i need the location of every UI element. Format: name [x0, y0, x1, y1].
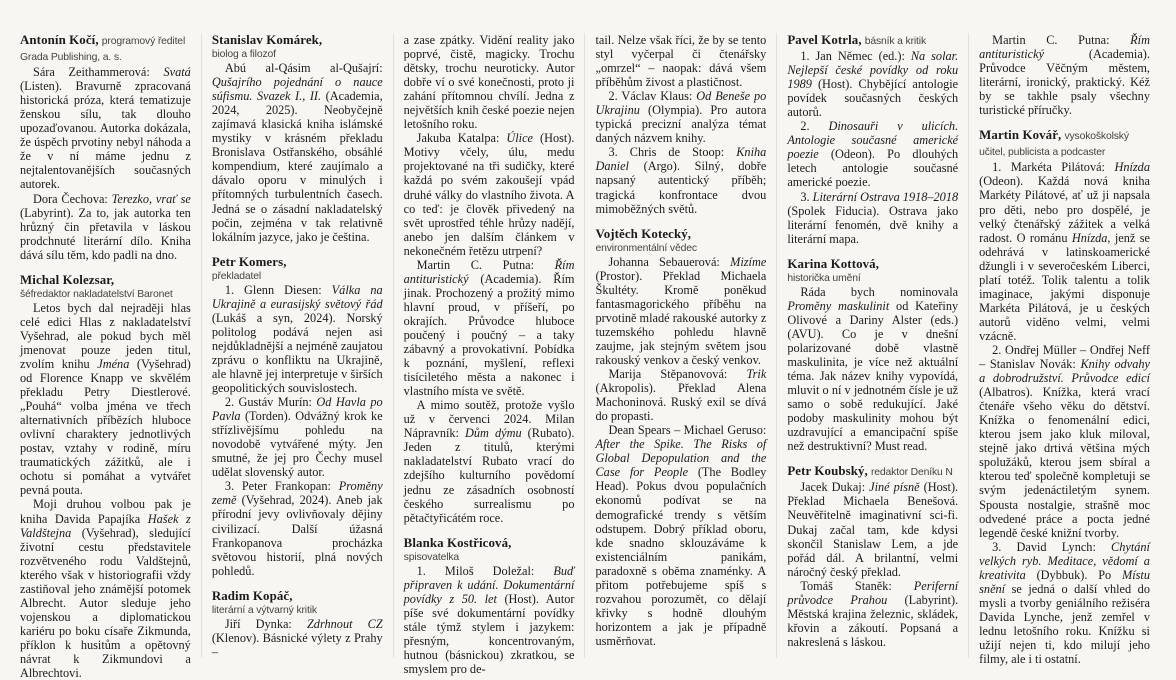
book-title: Od Beneše po Ukrajinu	[595, 89, 767, 118]
contributor-name: Michal Kolezsar,	[20, 272, 115, 287]
book-title: Kniha Daniel	[595, 145, 767, 174]
contributor-heading	[212, 255, 383, 283]
paragraph	[595, 367, 766, 423]
text-run: Jakuba Katalpa:	[416, 131, 507, 146]
book-title: Mizíme	[730, 254, 767, 269]
paragraph	[787, 579, 958, 649]
text-run: 1. Miloš Doležal:	[416, 563, 554, 578]
text-run: Moji druhou volbou pak je kniha Davida Papajíka	[20, 497, 191, 526]
book-title: Proměny maskulinit	[787, 298, 890, 313]
column-1	[20, 33, 201, 680]
contributor-heading	[787, 257, 958, 285]
contributor-role: literární a výtvarný kritik	[211, 604, 317, 616]
paragraph	[20, 497, 191, 680]
paragraph	[787, 480, 958, 578]
book-title: Od Havla po Pavla	[211, 395, 383, 424]
paragraph	[20, 192, 191, 262]
book-title: Hašek z Valdštejna	[20, 511, 191, 540]
text-run: (Host). Chybějící antologie povídek současných českých autorů.	[787, 77, 959, 120]
paragraph	[212, 617, 383, 659]
paragraph	[404, 258, 575, 398]
text-run: (Odeon). Každá nová kniha Markéty Pilátové, ať už ji napsala pro děti, nebo pro dospělé, je velký čtenářský zážitek a velká radost. O románu	[979, 174, 1150, 245]
contributor-name: Stanislav Komárek,	[211, 33, 323, 47]
text-run: (Academia). Řím jinak. Prochozený a prožitý mimo hlavní proud, v příšeří, po okrajích. Průvodce hluboce poučený i poučný – a taky zábavný a provokativní. Pobídka k poznání, myšlení, reflexi tisíciletého města a nakonec i vlastního místa ve světě.	[403, 271, 575, 399]
text-run: tail. Nelze však říci, že by se tento styl vyčerpal či čtenářsky „omrzel“ – naopak: dává všem příběhům živost a plastičnost.	[595, 33, 767, 90]
book-title: Řím antituristický	[403, 257, 575, 286]
text-run: Dora Čechova:	[33, 191, 112, 206]
paragraph	[595, 423, 766, 648]
contributor-name: Antonín Kočí,	[20, 33, 99, 47]
text-run: Jacek Dukaj:	[800, 480, 870, 495]
paragraph	[595, 145, 766, 215]
text-run: 2. Gustáv Murín:	[224, 395, 317, 410]
contributor-name: Karina Kottová,	[787, 256, 880, 271]
contributor-heading	[212, 33, 383, 61]
paragraph	[404, 398, 575, 524]
contributor-name: Pavel Kotrla,	[787, 33, 862, 47]
text-run: A mimo soutěž, protože vyšlo už v červenci 2024. Milan Nápravník:	[403, 398, 575, 441]
contributor-heading	[404, 536, 575, 564]
text-run: (Academia, 2024, 2025). Neobyčejně zajímavá klasická kniha islámské mystiky v krásném překladu Bronislava Ostřanského, obsáhlé kompendium, které zaujímalo a dávalo oporu v minulých i přítomných turbulentních časech. Jedná se o zásadní nakladatelský počin, zejména v tak relativně lokálním jazyce, jako je čeština.	[211, 89, 383, 244]
text-run: (Klenov). Básnické výlety z Prahy –	[211, 630, 383, 659]
paragraph	[404, 564, 575, 676]
contributor-heading	[20, 33, 191, 65]
book-title: Buď připraven k udání. Dokumentární povídky z 50. let	[403, 563, 575, 606]
contributor-heading	[595, 227, 766, 255]
paragraph	[20, 301, 191, 498]
text-run: Sára Zeithammerová:	[33, 65, 164, 80]
paragraph	[787, 49, 958, 119]
text-run: Abú al-Qásim al-Qušajrí:	[224, 61, 383, 76]
book-title: Jména	[97, 356, 130, 371]
paragraph	[787, 190, 958, 246]
contributor-name: Martin Kovář,	[979, 128, 1062, 143]
book-title: Knihy odvahy a dobrodružství. Průvodce edicí	[979, 357, 1150, 386]
column-5	[776, 33, 968, 658]
book-title: Válka na Ukrajině a eurasijský světový řád	[211, 282, 383, 311]
book-title: Řím antituristický	[979, 33, 1150, 62]
paragraph	[212, 479, 383, 577]
column-4	[584, 33, 776, 658]
text-run: 1. Markéta Pilátová:	[992, 160, 1115, 175]
text-run: (Host). Překlad Michaela Benešová. Neuvěřitelně imaginativní sci-fi. Dukaj začal tam, kde kdysi skončil Stanislaw Lem, a jde pořád dál. A brilantní, velmi náročný český překlad.	[787, 480, 959, 579]
text-run: Ráda bych nominovala	[800, 284, 959, 299]
text-run: 3. Chris de Stoop:	[608, 145, 737, 160]
contributor-heading	[979, 128, 1150, 160]
text-run: (Olympia). Pro autora typická precizní analýza témat daných názvem knihy.	[595, 103, 767, 146]
text-run: (Vyšehrad) od Florence Knapp ve skvělém překladu Petry Diestlerové. „Pouhá“ volba jména ve třech alternativních příbězích hluboce ovlivní charaktery jednotlivých postav, vztahy v rodině, míru traumatických zážitků, ale i ochotu si pomáhat a vytvářet pevná pouta.	[20, 356, 191, 498]
text-run: 3. Peter Frankopan:	[224, 479, 339, 494]
column-6	[968, 33, 1150, 667]
contributor-name: Blanka Kostřicová,	[403, 535, 512, 550]
text-run: (The Bodley Head). Pokus dvou populačních ekonomů podívat se na demografické trendy s větším odstupem. Dobrý příklad oboru, kde snadno sklouzáváme k existenciálním panikám, paradoxně s oběma znaménky. A přitom potřebujeme spíš s rozvahou porozumět, co dělají křivky s hodně dlouhým horizontem a jak je případně usměrňovat.	[595, 465, 767, 648]
contributor-heading	[787, 33, 958, 49]
book-title: Místu snění	[979, 567, 1150, 596]
text-run: (Rubato). Jeden z titulů, kterými nakladatelství Rubato vrací do zdejšího kulturního povědomí jednu ze zásadních osobností českého surrealismu po pětačtyřicátém roce.	[403, 426, 575, 525]
book-title: Terezko, vrať se	[111, 191, 191, 206]
text-run: (Torden). Odvážný krok ke střízlivějšímu pohledu na novodobě vytvářené mýty. Jen smutné, že jej pro Čechy musel udělat slovenský autor.	[211, 409, 383, 480]
contributor-name: Petr Koubský,	[787, 464, 868, 479]
text-run: (Spolek Fiducia). Ostrava jako literární fenomén, dvě knihy a literární mapa.	[787, 203, 959, 246]
paragraph	[212, 61, 383, 244]
paragraph	[787, 285, 958, 454]
book-title: Dům dýmu	[465, 426, 522, 441]
book-title: Trik	[746, 367, 767, 382]
book-title: Dinosauři v ulicích. Antologie současné americké poezie	[787, 119, 959, 162]
text-run: 2. Václav Klaus:	[608, 89, 697, 104]
paragraph	[212, 395, 383, 479]
text-run: , jenž se odehrává v latinskoamerické džungli i v severočeském Liberci, platí totéž. Tolik talentu a tolik imaginace, jakými disponuje Markéta Pilátová, je u českých autorů viděno velmi, velmi vzácně.	[979, 230, 1150, 343]
contributor-role: environmentální vědec	[595, 242, 697, 254]
text-run: a zase zpátky. Vidění reality jako poprvé, čistě, magicky. Trochu dětsky, trochu neuroticky. Autor dobře ví o své konečnosti, proto ji zahání přítomnou chvílí. Jedna z největších knih české poezie nejen letošního roku.	[403, 33, 575, 132]
column-3	[393, 33, 585, 677]
contributor-role: básník a kritik	[864, 36, 926, 47]
text-run: (Host). Autor píše své dokumentární povídky stále týmž stylem i jazykem: přesným, koncentrovaným, hutnou (básnickou) zkratkou, se smyslem pro de-	[403, 591, 575, 677]
paragraph	[787, 119, 958, 189]
book-title: Proměny země	[211, 479, 383, 508]
text-run: 1. Glenn Diesen:	[224, 282, 332, 297]
text-run: Dean Spears – Michael Geruso:	[608, 423, 767, 438]
text-run: 3. David Lynch:	[992, 539, 1112, 554]
book-title: Periferní průvodce Prahou	[787, 578, 959, 607]
text-run: 2. Ondřej Müller – Ondřej Neff – Stanislav Novák:	[979, 342, 1150, 372]
book-title: Hnízda	[1071, 230, 1108, 245]
book-title: After the Spike. The Risks of Global Depopulation and the Case for People	[595, 437, 767, 480]
text-run: Tomáš Staněk:	[800, 578, 914, 593]
paragraph	[20, 65, 191, 191]
paragraph	[979, 33, 1150, 117]
contributor-role: historička umění	[787, 272, 861, 284]
contributor-heading	[20, 273, 191, 301]
contributor-heading	[212, 589, 383, 617]
text-run: Letos bych dal nejraději hlas celé edici Hlas z nakladatelství Vyšehrad, ale pokud bych měl jmenovat pouze jeden titul, zvolím knihu	[20, 300, 191, 371]
text-run: (Albatros). Knížka, která vrací čtenáře všeho věku do dětství. Knížka o fenomenální edici, kterou jsem jako kluk miloval, stejně jako drtivá většina mých spolužáků, kterou jsem sbíral a kterou teď společně kompletuji se svým jedenáctiletým synem. Spousta nostalgie, strašně moc odvedené práce a pocta jedné legendě české knižní tvorby.	[979, 385, 1150, 540]
contributor-role: biolog a filozof	[211, 49, 276, 61]
contributor-name: Petr Komers,	[211, 254, 287, 269]
book-title: Jiné písně	[869, 480, 920, 495]
text-run: 2.	[800, 119, 829, 134]
paragraph	[404, 33, 575, 131]
text-run: Marija Stěpanovová:	[608, 367, 747, 382]
text-run: (Labyrint). Městská krajina železnic, skládek, křovin a zákoutí. Popsaná a nakreslená s láskou.	[787, 592, 959, 649]
text-run: (Argo). Silný, dobře napsaný autentický příběh; tragická konfrontace dvou mimoběžných světů.	[595, 159, 767, 216]
column-2	[201, 33, 393, 658]
text-run: od Kateřiny Olivové a Dariny Alster (eds.) (AVU). Co je v dnešní polarizované době vlastně maskulinita, je více než aktuální téma. Jak název knihy vypovídá, mluvit o ní v jednotném čísle je už samo o sobě redukující. Jaké podoby maskulinity mohou být uzdravující a emancipační spíše než destruktivní? Must read.	[787, 298, 959, 454]
text-run: (Prostor). Překlad Michaela Škultéty. Kromě poněkud fantasmagorického příběhu na prvotině mladé rakouské autorky z tuzemského pohledu hlavně zaujme, jak stejným světem jsou rakouský venkov a český venkov.	[595, 268, 767, 367]
text-run: se jedná o další vhled do mysli a tvorby geniálního režiséra Davida Lynche, jenž zemřel v lednu letošního roku. Knížku si užijí nejen ti, kdo milují jeho filmy, ale i ti ostatní.	[979, 581, 1150, 667]
contributor-name: Radim Kopáč,	[211, 588, 293, 603]
contributor-role: vysokoškolský učitel, publicista a podcaster	[979, 131, 1129, 159]
paragraph	[595, 89, 766, 145]
book-title: Chytání velkých ryb. Meditace, vědomí a kreativita	[979, 539, 1150, 582]
paragraph	[595, 255, 766, 367]
contributor-heading	[787, 464, 958, 480]
text-run: (Host). Motivy včely, úlu, medu projektované na tři sudičky, které každá po svém zakoušejí vpád druhé války do vlastního života. A co teď: je člověk přivedený na svět uprostřed téhle hrůzy nadějí, anebo jen dalším článkem v nekonečném řetězu utrpení?	[403, 131, 575, 258]
book-title: Svatá	[163, 65, 191, 80]
book-title: Na solar. Nejlepší české povídky od roku 1989	[787, 49, 959, 92]
text-run: Martin C. Putna:	[992, 33, 1131, 47]
paragraph	[404, 131, 575, 257]
book-title: Hnízda	[1114, 160, 1150, 175]
contributor-role: spisovatelka	[403, 551, 460, 563]
paragraph	[979, 160, 1150, 343]
text-run: (Vyšehrad), sledující životní cestu představitele rozvětveného rodu Valdštejnů, kterého však v historiografii vždy zastiňoval jeho známější potomek Albrecht. Autor sleduje jeho vojenskou a diplomatickou kariéru po boku císaře Zikmunda, příklon k husitům a opětovný návrat k Zikmundovi a Albrechtovi.	[20, 525, 191, 680]
book-title: Zdrhnout CZ	[306, 616, 383, 631]
text-run: Martin C. Putna:	[416, 257, 555, 272]
paragraph	[595, 33, 766, 89]
contributor-role: redaktor Deníku N	[870, 467, 953, 479]
contributor-role: programový ředitel Grada Publishing, a. s.	[20, 36, 186, 64]
paragraph	[979, 343, 1150, 540]
text-run: (Akropolis). Překlad Alena Machoninová. Ruský exil se dívá do propasti.	[595, 381, 767, 424]
text-run: (Vyšehrad, 2024). Aneb jak přírodní jevy ovlivňovaly dějiny civilizací. Další úžasná Frankopanova procházka světovou historií, plná nových pohledů.	[211, 493, 383, 578]
text-run: (Academia). Průvodce Věčným městem, literární, ironický, praktický. Kéž by se takhle psaly všechny turistické příručky.	[979, 47, 1150, 118]
contributor-name: Vojtěch Kotecký,	[595, 226, 692, 241]
text-run: 3.	[800, 189, 813, 204]
book-title: Úlice	[506, 131, 534, 146]
text-run: (Lukáš a syn, 2024). Norský politolog podává nejen asi nejdůkladnější a nejméně zaujatou zprávu o konfliktu na Ukrajině, ale hlavně jej interpretuje v širších geopolitických souvislostech.	[211, 310, 383, 396]
book-title: Literární Ostrava 1918–2018	[812, 189, 959, 204]
text-run: (Odeon). Po dlouhých letech antologie současné americké poezie.	[787, 147, 959, 190]
text-run: Jiří Dynka:	[224, 616, 307, 631]
paragraph	[979, 540, 1150, 666]
paragraph	[212, 283, 383, 395]
contributor-role: překladatel	[211, 270, 262, 282]
text-run: Johanna Sebauerová:	[608, 254, 731, 269]
text-run: (Listen). Bravurně zpracovaná historická próza, která tematizuje ženskou sílu, tak dlouho upozaďovanou. Autorka dokázala, že úspěch prvotiny nebyl náhoda a že v ní máme jednu z nejtalentovanějších současných autorek.	[20, 79, 191, 192]
text-run: (Labyrint). Za to, jak autorka ten hrůzný čin přetavila v láskou prodchnuté literární dílo. Kniha dává sílu těm, kdo padli na dno.	[20, 205, 191, 262]
book-title: Qušajrího pojednání o nauce súfismu. Svazek I., II.	[211, 75, 383, 104]
contributor-role: šéfredaktor nakladatelství Baronet	[20, 288, 173, 300]
text-run: 1. Jan Němec (ed.):	[800, 49, 911, 64]
text-run: (Dybbuk). Po	[1025, 567, 1122, 582]
